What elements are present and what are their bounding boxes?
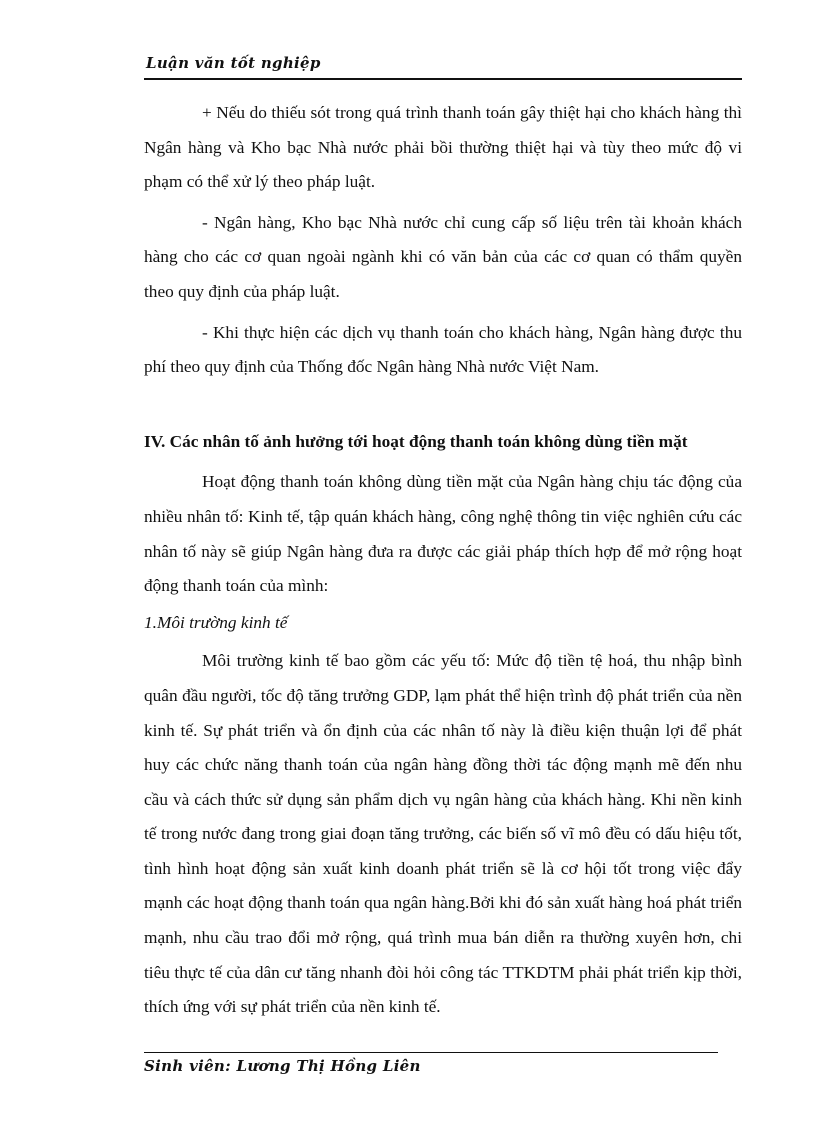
page-header <box>144 52 742 80</box>
section-intro-paragraph: Hoạt động thanh toán không dùng tiền mặt của Ngân hàng chịu tác động của nhiều nhân tố: Kinh tế, tập quán khách hàng, công nghệ thông tin việc nghiên cứu các nhân tố này sẽ giúp Ngân hàng đưa ra được các giải pháp thích hợp để mở rộng hoạt động thanh toán của mình: <box>144 472 742 596</box>
section-heading: IV. Các nhân tố ảnh hưởng tới hoạt động thanh toán không dùng tiền mặt <box>144 431 688 451</box>
paragraph-service-fees: - Khi thực hiện các dịch vụ thanh toán cho khách hàng, Ngân hàng được thu phí theo quy định của Thống đốc Ngân hàng Nhà nước Việt Nam. <box>144 322 742 377</box>
header-title: Luận văn tốt nghiệp <box>146 54 321 72</box>
paragraph-data-disclosure: - Ngân hàng, Kho bạc Nhà nước chỉ cung cấp số liệu trên tài khoản khách hàng cho các cơ quan ngoài ngành khi có văn bản của các cơ quan có thẩm quyền theo quy định của pháp luật. <box>144 212 742 301</box>
page-footer <box>144 1052 718 1075</box>
subsection-body-paragraph: Môi trường kinh tế bao gồm các yếu tố: Mức độ tiền tệ hoá, thu nhập bình quân đầu người, tốc độ tăng trưởng GDP, lạm phát thể hiện trình độ phát triển của nền kinh tế. Sự phát triển và ổn định của các nhân tố này là điều kiện thuận lợi để phát huy các chức năng thanh toán của ngân hàng đồng thời tác động mạnh mẽ đến nhu cầu và cách thức sử dụng sản phẩm dịch vụ ngân hàng của khách hàng. Khi nền kinh tế trong nước đang trong giai đoạn tăng trưởng, các biến số vĩ mô đều có dấu hiệu tốt, tình hình hoạt động sản xuất kinh doanh phát triển sẽ là cơ hội tốt trong việc đẩy mạnh các hoạt động thanh toán qua ngân hàng.Bởi khi đó sản xuất hàng hoá phát triển mạnh, nhu cầu trao đổi mở rộng, quá trình mua bán diễn ra thường xuyên hơn, chi tiêu thực tế của dân cư tăng nhanh đòi hỏi công tác TTKDTM phải phát triển kịp thời, thích ứng với sự phát triển của nền kinh tế. <box>144 651 742 1017</box>
footer-student-name: Sinh viên: Lương Thị Hồng Liên <box>144 1057 421 1075</box>
subsection-title: 1.Môi trường kinh tế <box>144 612 288 632</box>
paragraph-compensation: + Nếu do thiếu sót trong quá trình thanh toán gây thiệt hại cho khách hàng thì Ngân hàng và Kho bạc Nhà nước phải bồi thường thiệt hại và tùy theo mức độ vi phạm có thể xử lý theo pháp luật. <box>144 103 742 192</box>
document-body <box>144 96 742 1025</box>
